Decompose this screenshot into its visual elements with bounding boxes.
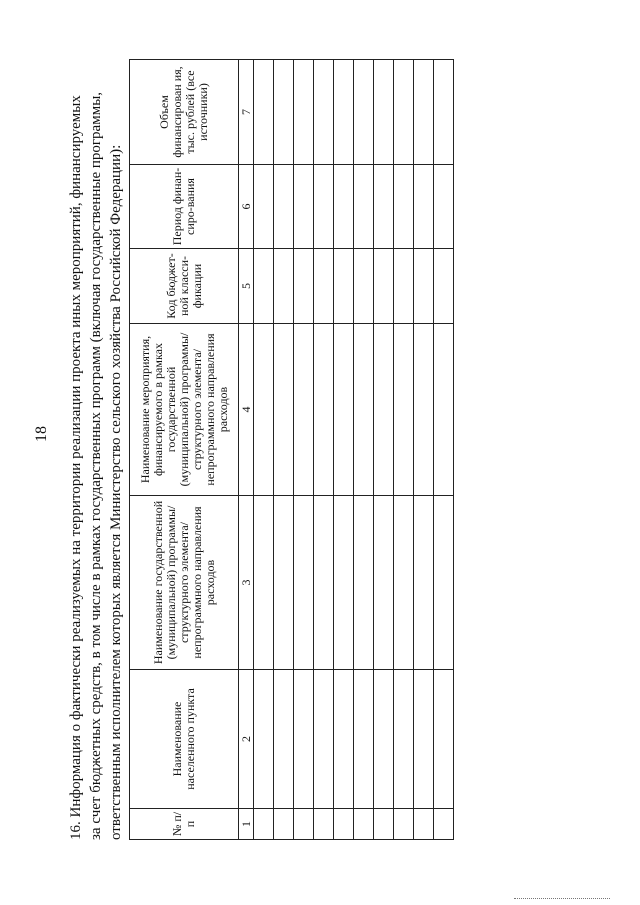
section-heading: [66, 60, 126, 840]
table-cell: [274, 165, 294, 249]
table-cell: [314, 670, 334, 809]
table-row: [294, 60, 314, 840]
table-cell: [254, 60, 274, 165]
table-cell: [414, 670, 434, 809]
column-header-volume: Объем финансирован ия, тыс. рублей (все источники): [130, 60, 239, 165]
column-number: 6: [239, 165, 254, 249]
column-number: 4: [239, 324, 254, 496]
table-cell: [394, 670, 414, 809]
table-cell: [434, 165, 454, 249]
table-cell: [374, 670, 394, 809]
table-cell: [394, 809, 414, 840]
table-cell: [414, 165, 434, 249]
table-cell: [354, 324, 374, 496]
table-cell: [274, 249, 294, 324]
column-header-measure: Наименование мероприятия, финансируемого в рамках государственной (муниципальной) программы/структурного элемента/непрограммного направления расходов: [130, 324, 239, 496]
table-cell: [254, 165, 274, 249]
table-row: [434, 60, 454, 840]
table-row: [314, 60, 334, 840]
table-cell: [414, 809, 434, 840]
table-cell: [414, 496, 434, 670]
table-cell: [354, 165, 374, 249]
page-number: 18: [33, 426, 50, 442]
table-cell: [254, 496, 274, 670]
table-row: [374, 60, 394, 840]
column-header-budget-code: Код бюджет-ной класси-фикации: [130, 249, 239, 324]
table-row: [334, 60, 354, 840]
table-cell: [314, 249, 334, 324]
table-cell: [434, 60, 454, 165]
table-cell: [334, 60, 354, 165]
table-cell: [434, 670, 454, 809]
table-cell: [394, 324, 414, 496]
table-cell: [354, 60, 374, 165]
table-row: [354, 60, 374, 840]
table-cell: [314, 165, 334, 249]
table-cell: [294, 165, 314, 249]
column-number: 2: [239, 670, 254, 809]
table-cell: [374, 324, 394, 496]
column-number: 1: [239, 809, 254, 840]
table-cell: [374, 249, 394, 324]
column-header-number: № п/п: [130, 809, 239, 840]
table-cell: [354, 496, 374, 670]
table-cell: [434, 809, 454, 840]
table-body: [254, 60, 454, 840]
table-cell: [334, 249, 354, 324]
footer-mark: [514, 898, 610, 899]
table-cell: [394, 60, 414, 165]
table-cell: [294, 496, 314, 670]
measures-table: [129, 59, 454, 840]
table-row: [394, 60, 414, 840]
column-header-settlement: Наименование населенного пункта: [130, 670, 239, 809]
table-cell: [374, 165, 394, 249]
heading-line-3: ответственным исполнителем которых является Министерство сельского хозяйства Российской Федерации):: [108, 144, 124, 840]
table-cell: [334, 670, 354, 809]
table-cell: [334, 496, 354, 670]
table-cell: [274, 670, 294, 809]
table-cell: [294, 809, 314, 840]
table-cell: [274, 324, 294, 496]
table-cell: [254, 809, 274, 840]
column-number-row: [239, 60, 254, 840]
table-cell: [334, 809, 354, 840]
table-cell: [334, 324, 354, 496]
table-cell: [374, 809, 394, 840]
table-cell: [314, 324, 334, 496]
table-header-row: [130, 60, 239, 840]
table-cell: [334, 165, 354, 249]
table-cell: [354, 670, 374, 809]
table-cell: [294, 324, 314, 496]
table-cell: [394, 496, 414, 670]
table-cell: [394, 165, 414, 249]
column-header-period: Период финан-сиро-вания: [130, 165, 239, 249]
table-cell: [414, 324, 434, 496]
table-cell: [274, 60, 294, 165]
table-row: [274, 60, 294, 840]
table-cell: [374, 60, 394, 165]
column-number: 7: [239, 60, 254, 165]
table-cell: [294, 670, 314, 809]
table-row: [254, 60, 274, 840]
table-cell: [414, 249, 434, 324]
table-cell: [414, 60, 434, 165]
table-cell: [254, 249, 274, 324]
column-header-program: Наименование государственной (муниципальной) программы/структурного элемента/непрограммного направления расходов: [130, 496, 239, 670]
table-cell: [274, 496, 294, 670]
rotated-page-content: [66, 60, 466, 840]
table-cell: [294, 249, 314, 324]
table-cell: [354, 809, 374, 840]
table-cell: [434, 496, 454, 670]
table-cell: [314, 809, 334, 840]
table-cell: [434, 324, 454, 496]
table-cell: [314, 60, 334, 165]
table-cell: [254, 324, 274, 496]
heading-line-2: за счет бюджетных средств, в том числе в рамках государственных программ (включая государственные программы,: [88, 91, 104, 840]
column-number: 5: [239, 249, 254, 324]
table-cell: [374, 496, 394, 670]
table-cell: [274, 809, 294, 840]
table-cell: [394, 249, 414, 324]
column-number: 3: [239, 496, 254, 670]
table-cell: [294, 60, 314, 165]
table-cell: [314, 496, 334, 670]
heading-line-1: 16. Информация о фактически реализуемых на территории реализации проекта иных мероприятий, финансируемых: [68, 95, 84, 840]
table-cell: [254, 670, 274, 809]
table-cell: [354, 249, 374, 324]
table-cell: [434, 249, 454, 324]
table-row: [414, 60, 434, 840]
